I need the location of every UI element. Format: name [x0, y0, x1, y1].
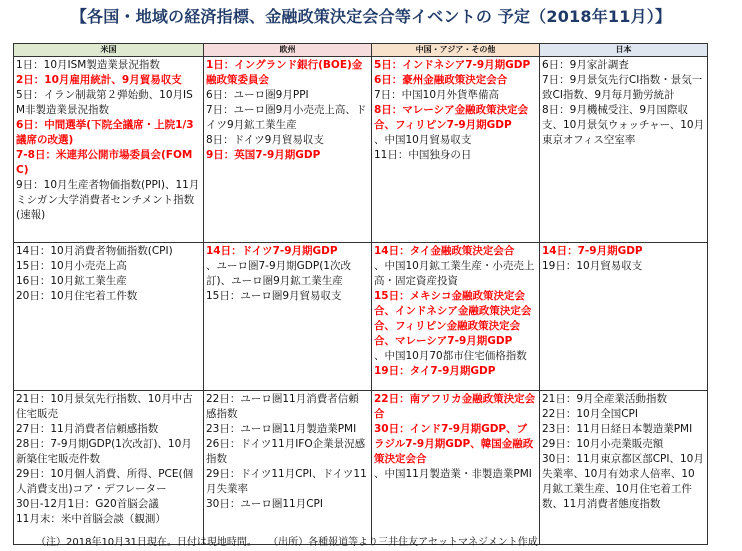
- footnote-source: （出所）各種報道等より三井住友アセットマネジメント作成: [268, 537, 538, 548]
- page-title: 【各国・地域の経済指標、金融政策決定会合等イベントの 予定（2018年11月）】: [70, 7, 672, 26]
- footnote-note: （注）2018年10月31日現在。日付は現地時間。: [36, 537, 257, 548]
- column-header-europe: 欧州: [204, 44, 372, 57]
- cell-europe: [204, 391, 372, 545]
- event-item: 23日：ユーロ圏11月製造業PMI: [206, 423, 357, 435]
- event-item: 22日：10月全国CPI: [542, 408, 638, 420]
- event-item: 2日：10月雇用統計、9月貿易収支: [16, 74, 182, 86]
- event-item: 28日：7-9月期GDP(1次改訂)、10月新築住宅販売件数: [16, 438, 192, 465]
- table-row: [14, 243, 708, 391]
- event-item: 7日：中国10月外貨準備高: [374, 89, 500, 101]
- event-item: 、中国10月70都市住宅価格指数: [374, 350, 527, 362]
- event-item: 22日：ユーロ圏11月消費者信頼感指数: [206, 393, 359, 420]
- event-item: 6日：9月家計調査: [542, 59, 629, 71]
- event-item: 30日：11月東京都区部CPI、10月失業率、10月有効求人倍率、10月鉱工業生産、10月住宅着工件数、11月消費者態度指数: [542, 453, 704, 510]
- event-item: 7日：ユーロ圏9月小売売上高、ドイツ9月鉱工業生産: [206, 104, 367, 131]
- column-header-asia-other: 中国・アジア・その他: [372, 44, 540, 57]
- event-item: 26日：ドイツ11月IFO企業景況感指数: [206, 438, 366, 465]
- event-item: 1日：イングランド銀行(BOE)金融政策委員会: [206, 59, 363, 86]
- cell-asia-other: [372, 243, 540, 391]
- event-item: 21日：10月景気先行指数、10月中古住宅販売: [16, 393, 193, 420]
- event-item: 22日：南アフリカ金融政策決定会合: [374, 393, 536, 420]
- event-item: 、中国10月鉱工業生産・小売売上高・固定資産投資: [374, 260, 535, 287]
- event-item: 9日：英国7-9月期GDP: [206, 149, 321, 161]
- event-item: 14日：タイ金融政策決定会合: [374, 245, 515, 257]
- event-item: 7日：9月景気先行CI指数・景気一致CI指数、9月毎月勤労統計: [542, 74, 703, 101]
- event-item: 29日：ドイツ11月CPI、ドイツ11月失業率: [206, 468, 367, 495]
- event-item: 6日：ユーロ圏9月PPI: [206, 89, 309, 101]
- column-header-japan: 日本: [540, 44, 708, 57]
- event-item: 8日：ドイツ9月貿易収支: [206, 134, 324, 146]
- event-item: 9日：10月生産者物価指数(PPI)、11月ミシガン大学消費者センチメント指数(速報): [16, 179, 200, 221]
- cell-japan: [540, 243, 708, 391]
- event-item: 、中国11月製造業・非製造業PMI: [374, 468, 532, 480]
- event-item: 11月末：米中首脳会談（観測）: [16, 513, 166, 525]
- event-item: 30日：ユーロ圏11月CPI: [206, 498, 323, 510]
- event-item: 8日：9月機械受注、9月国際収支、10月景気ウォッチャー、10月東京オフィス空室率: [542, 104, 705, 146]
- event-item: 5日：イラン制裁第２弾始動、10月ISM非製造業景況指数: [16, 89, 193, 116]
- cell-asia-other: [372, 391, 540, 545]
- event-item: 、ユーロ圏7-9月期GDP(1次改訂)、ユーロ圏9月鉱工業生産: [206, 260, 351, 287]
- event-item: 29日：10月小売業販売額: [542, 438, 664, 450]
- event-item: 15日：ユーロ圏9月貿易収支: [206, 290, 342, 302]
- footnote: [36, 536, 736, 550]
- event-item: 29日：10月個人消費、所得、PCE(個人消費支出)コア・デフレーター: [16, 468, 194, 495]
- event-item: 11日：中国独身の日: [374, 149, 472, 161]
- column-header-us: 米国: [14, 44, 204, 57]
- event-item: 7-8日：米連邦公開市場委員会(FOMC): [16, 149, 193, 176]
- event-item: 30日：インド7-9月期GDP、ブラジル7-9月期GDP、韓国金融政策決定会合: [374, 423, 534, 465]
- cell-europe: [204, 57, 372, 243]
- table-row: [14, 57, 708, 243]
- event-item: 15日：メキシコ金融政策決定会合、インドネシア金融政策決定会合、フィリピン金融政策決定会合、マレーシア7-9月期GDP: [374, 290, 532, 347]
- event-item: 5日：インドネシア7-9月期GDP: [374, 59, 531, 71]
- event-item: 14日：10月消費者物価指数(CPI): [16, 245, 173, 257]
- event-item: 20日：10月住宅着工件数: [16, 290, 138, 302]
- event-item: 14日：7-9月期GDP: [542, 245, 643, 257]
- cell-asia-other: [372, 57, 540, 243]
- cell-japan: [540, 391, 708, 545]
- event-item: 30日-12月1日：G20首脳会議: [16, 498, 159, 510]
- event-item: 14日：ドイツ7-9月期GDP: [206, 245, 338, 257]
- event-item: 6日：豪州金融政策決定会合: [374, 74, 508, 86]
- cell-japan: [540, 57, 708, 243]
- event-item: 19日：タイ7-9月期GDP: [374, 365, 496, 377]
- event-item: 16日：10月鉱工業生産: [16, 275, 127, 287]
- table-row: [14, 391, 708, 545]
- event-item: 21日：9月全産業活動指数: [542, 393, 668, 405]
- cell-us: [14, 243, 204, 391]
- event-item: 6日：中間選挙(下院全議席・上院1/3議席の改選): [16, 119, 194, 146]
- event-item: 19日：10月貿易収支: [542, 260, 643, 272]
- cell-us: [14, 391, 204, 545]
- event-item: 23日：11月日経日本製造業PMI: [542, 423, 693, 435]
- event-item: 8日：マレーシア金融政策決定会合、フィリピン7-9月期GDP: [374, 104, 529, 131]
- cell-us: [14, 57, 204, 243]
- event-calendar-table: [13, 43, 708, 545]
- table-header-row: [14, 44, 708, 57]
- cell-europe: [204, 243, 372, 391]
- event-item: 、中国10月貿易収支: [374, 134, 472, 146]
- event-item: 15日：10月小売売上高: [16, 260, 127, 272]
- event-item: 1日：10月ISM製造業景況指数: [16, 59, 160, 71]
- event-item: 27日：11月消費者信頼感指数: [16, 423, 159, 435]
